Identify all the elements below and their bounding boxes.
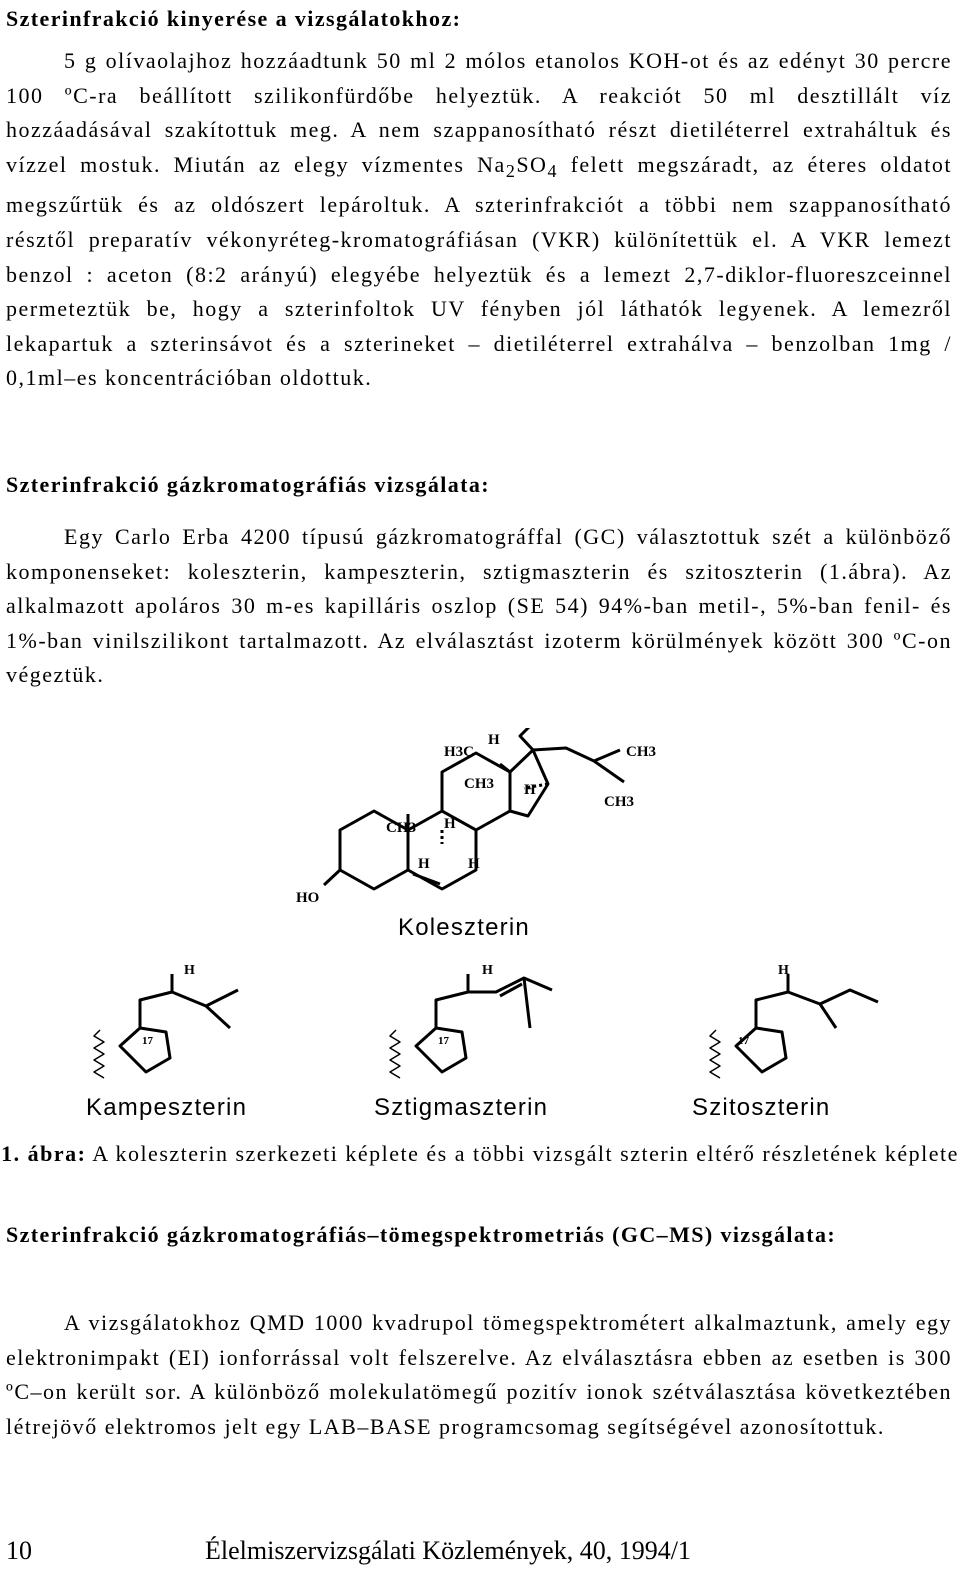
sztigmaszterin-fragment — [390, 974, 552, 1078]
sztigmaszterin-branch — [524, 978, 530, 1028]
szitoszterin-chain — [756, 990, 878, 1028]
atom-ch3-side: CH3 — [626, 744, 656, 760]
formula-subscript-2: 2 — [505, 160, 517, 181]
atom-ho: HO — [296, 890, 320, 906]
paragraph-extraction-text — [6, 44, 952, 396]
atom-ch3-c18: CH3 — [464, 776, 494, 792]
side-chain-2 — [533, 748, 620, 761]
label-kampeszterin: Kampeszterin — [86, 1094, 248, 1121]
atom-h-c14: H — [468, 856, 480, 872]
kampeszterin-fragment — [94, 974, 238, 1078]
formula-so: SO — [516, 151, 548, 177]
page-number: 10 — [6, 1536, 32, 1565]
atom-h-top: H — [488, 732, 500, 748]
paragraph-gcms — [6, 1306, 952, 1444]
side-chain-1 — [520, 728, 534, 750]
section-heading-gcms: Szterinfrakció gázkromatográfiás–tömegspektrometriás (GC–MS) vizsgálata: — [6, 1222, 837, 1247]
atom-ch3-end: CH3 — [604, 794, 634, 810]
sztigmaszterin-chain — [436, 978, 552, 1028]
kampeszterin-wavy — [94, 1030, 104, 1078]
paragraph-extraction — [6, 44, 952, 396]
label-koleszterin: Koleszterin — [398, 914, 530, 941]
figure-caption — [0, 1138, 960, 1170]
formula-subscript-4: 4 — [547, 160, 558, 181]
paragraph-gcms-text: A vizsgálatokhoz QMD 1000 kvadrupol tömegspektrométert alkalmaztunk, amely egy elektronimpakt (EI) ionforrással volt felszerelve. Az elválasztásra ebben az esetben is 300 ºC–on került sor. A különböző molekulatömegű pozitív ionok szétválasztása következtében létrejövő elektromos jelt egy LAB–BASE programcsomag segítségével azonosítottuk. — [6, 1310, 952, 1439]
journal-citation: Élelmiszervizsgálati Közlemények, 40, 1994/1 — [205, 1536, 691, 1565]
atom-h-c8: H — [418, 856, 430, 872]
figure-caption-label: 1. ábra: — [1, 1141, 87, 1166]
label-szitoszterin: Szitoszterin — [692, 1094, 831, 1121]
szitoszterin-wavy — [710, 1030, 720, 1078]
figure-sterol-structures — [0, 728, 960, 1128]
section-heading-extraction: Szterinfrakció kinyerése a vizsgálatokhoz: — [6, 6, 462, 31]
szitoszterin-h: H — [778, 963, 789, 978]
paragraph-extraction-part1: 5 g olívaolajhoz hozzáadtunk 50 ml 2 mólos etanolos KOH-ot és az edényt 30 percre 100 ºC-ra beállított szilikonfürdőbe helyeztük. A reakciót 50 ml desztillált víz hozzáadásával szakítottuk meg. A nem szappanosítható részt dietiléterrel extraháltuk és vízzel mostuk. Miután az elegy vízmentes — [6, 48, 952, 177]
sztigmaszterin-h: H — [482, 963, 493, 978]
paragraph-gc-text: Egy Carlo Erba 4200 típusú gázkromatográffal (GC) választottuk szét a különböző komponenseket: koleszterin, kampeszterin, sztigmaszterin és szitoszterin (1.ábra). Az alkalmazott apoláros 30 m-es kapilláris oszlop (SE 54) 94%-ban metil-, 5%-ban fenil- és 1%-ban vinilszilikont tartalmazott. Az elválasztást izoterm körülmények között 300 ºC-on végeztük. — [6, 524, 952, 688]
formula-na: Na — [477, 151, 506, 177]
atom-h-c9: H — [444, 816, 456, 832]
formula-na2so4 — [477, 151, 558, 181]
atom-h-c17: H — [524, 782, 536, 798]
kampeszterin-branch — [206, 1006, 230, 1028]
section-heading-gc: Szterinfrakció gázkromatográfiás vizsgálata: — [6, 472, 490, 497]
szitoszterin-branch — [820, 1004, 836, 1028]
atom-ch3-c19: CH3 — [386, 820, 416, 836]
double-bond — [413, 874, 440, 884]
sztigmaszterin-wavy — [390, 1030, 400, 1078]
atom-h3c: H3C — [444, 744, 474, 760]
label-sztigmaszterin: Sztigmaszterin — [374, 1094, 549, 1121]
kampeszterin-c17: 17 — [142, 1035, 153, 1047]
ho-bond — [324, 870, 340, 885]
kampeszterin-h: H — [184, 963, 195, 978]
paragraph-gc — [6, 520, 952, 693]
szitoszterin-c17: 17 — [738, 1035, 749, 1047]
paragraph-extraction-part2: felett megszáradt, az éteres oldatot megszűrtük és az oldószert lepároltuk. A szterinfrakciót a többi nem szappanosítható résztől preparatív vékonyréteg-kromatográfiásan (VKR) különítettük el. A VKR lemezt benzol : aceton (8:2 arányú) elegyébe helyeztük és a lemezt 2,7-diklor-fluoreszceinnel permeteztük be, hogy a szterinfoltok UV fényben jól láthatók legyenek. A lemezről lekapartuk a szterinsávot és a szterineket – dietiléterrel extrahálva – benzolban 1mg / 0,1ml–es koncentrációban oldottuk. — [6, 151, 953, 391]
side-chain-3 — [594, 761, 624, 782]
sztigmaszterin-c17: 17 — [438, 1035, 449, 1047]
figure-caption-text: A koleszterin szerkezeti képlete és a többi vizsgált szterin eltérő részletének képlete — [92, 1141, 959, 1166]
szitoszterin-fragment — [710, 974, 878, 1078]
